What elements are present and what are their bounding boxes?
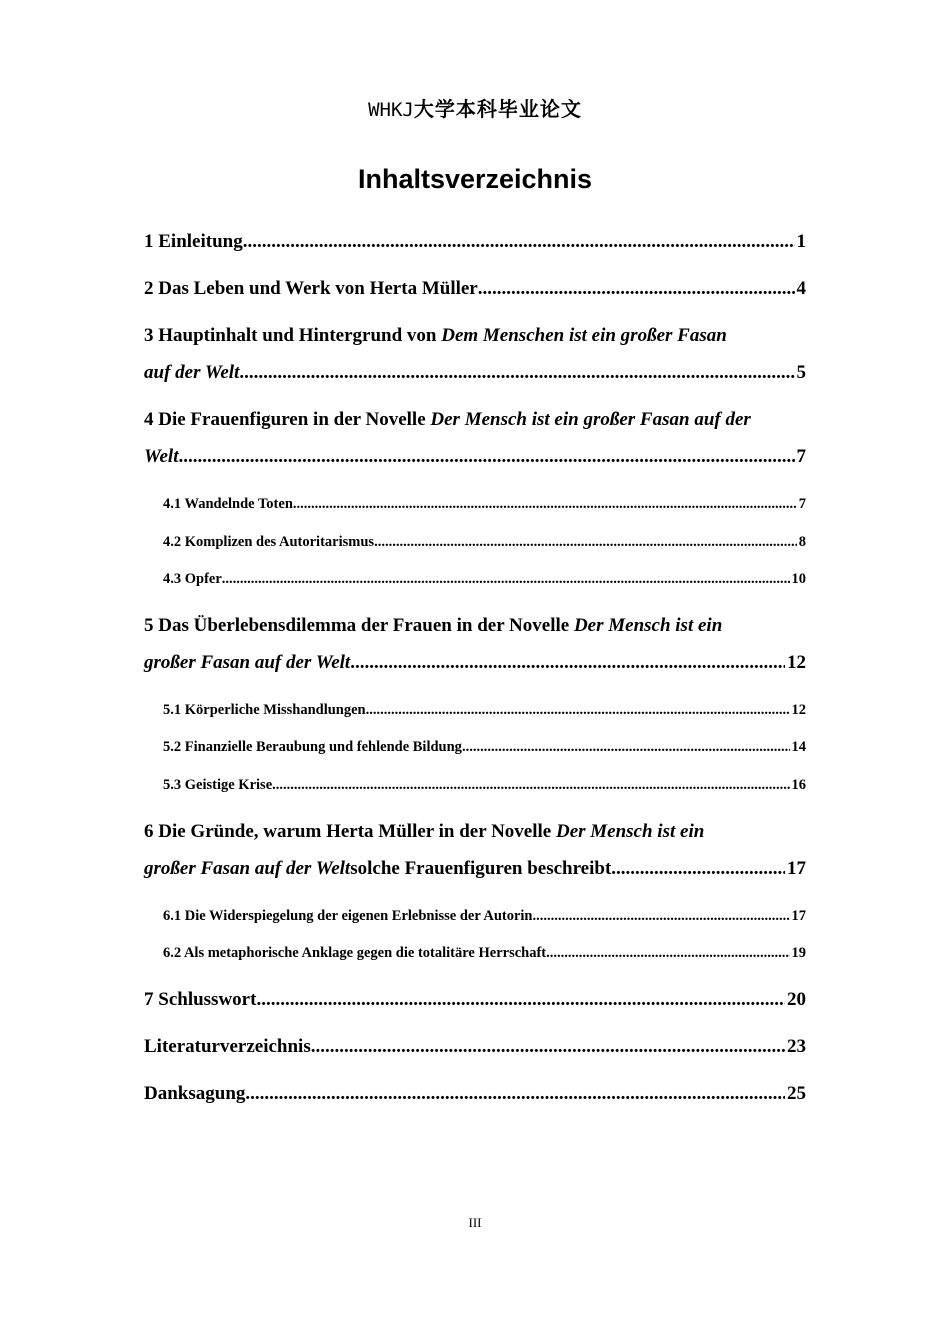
toc-entry-italic-title: großer Fasan auf der Welt (144, 652, 351, 673)
toc-entry-text: 1 Einleitung (144, 231, 243, 252)
toc-page-number: 19 (791, 945, 806, 961)
toc-entry-5-2[interactable] (163, 738, 806, 756)
toc-entry-4-1[interactable] (163, 495, 806, 513)
dot-leader (256, 988, 785, 1012)
toc-entry-danksagung[interactable] (144, 1082, 806, 1106)
toc-page-number: 7 (796, 446, 806, 467)
header-cjk: 大学本科毕业论文 (413, 97, 582, 121)
toc-entry-text: 5.1 Körperliche Misshandlungen (163, 702, 366, 718)
dot-leader (311, 1035, 785, 1059)
toc-page-number: 23 (787, 1036, 806, 1057)
page-number: III (468, 1215, 482, 1230)
toc-entry-4[interactable] (144, 408, 806, 469)
toc-page-number: 5 (796, 362, 806, 383)
toc-entry-5[interactable] (144, 614, 806, 675)
toc-entry-italic-title: Dem Menschen ist ein großer Fasan (441, 325, 727, 346)
dot-leader (293, 495, 797, 513)
toc-entry-italic-title: Welt (144, 446, 179, 467)
toc-entry-4-3[interactable] (163, 570, 806, 588)
toc-page-number: 14 (791, 739, 806, 755)
toc-entry-6[interactable] (144, 820, 806, 881)
dot-leader (245, 1082, 785, 1106)
toc-entry-literatur[interactable] (144, 1035, 806, 1059)
toc-page-number: 8 (798, 534, 806, 550)
dot-leader (478, 277, 795, 301)
toc-page-number: 12 (791, 702, 806, 718)
toc-entry-2[interactable] (144, 277, 806, 301)
dot-leader (178, 445, 794, 469)
toc-entry-italic-title: Der Mensch ist ein großer Fasan auf der (430, 409, 751, 430)
toc-entry-italic-title: großer Fasan auf der Welt (144, 858, 351, 879)
toc-entry-text: 4.1 Wandelnde Toten (163, 496, 293, 512)
toc-entry-4-2[interactable] (163, 533, 806, 551)
dot-leader (366, 701, 790, 719)
dot-leader (546, 944, 789, 962)
dot-leader (462, 738, 790, 756)
toc-page-number: 17 (787, 858, 806, 879)
toc-entry-text: 4.3 Opfer (163, 571, 222, 587)
toc-entry-text: Danksagung (144, 1083, 246, 1104)
toc-page-number: 10 (791, 571, 806, 587)
toc-entry-text: 6.2 Als metaphorische Anklage gegen die totalitäre Herrschaft (163, 945, 547, 961)
dot-leader (239, 361, 794, 385)
toc-entry-text: 4.2 Komplizen des Autoritarismus (163, 534, 375, 550)
toc-entry-text: solche Frauenfiguren beschreibt (350, 858, 612, 879)
toc-page-number: 7 (798, 496, 806, 512)
toc-entry-text: Literaturverzeichnis (144, 1036, 311, 1057)
dot-leader (611, 857, 785, 881)
toc-page-number: 16 (791, 777, 806, 793)
toc-entry-text: 3 Hauptinhalt und Hintergrund von (144, 325, 442, 346)
toc-page-number: 12 (787, 652, 806, 673)
toc-entry-text: 5.2 Finanzielle Beraubung und fehlende Bildung (163, 739, 462, 755)
toc-entry-5-1[interactable] (163, 701, 806, 719)
dot-leader (374, 533, 797, 551)
toc-entry-italic-title: Der Mensch ist ein (573, 615, 723, 636)
toc-entry-1[interactable] (144, 230, 806, 254)
toc-entry-italic-title: Der Mensch ist ein (555, 821, 705, 842)
toc-entry-text: 4 Die Frauenfiguren in der Novelle (144, 409, 431, 430)
dot-leader (350, 651, 785, 675)
toc-entry-5-3[interactable] (163, 776, 806, 794)
toc-entry-text: 5.3 Geistige Krise (163, 777, 273, 793)
toc-page-number: 25 (787, 1083, 806, 1104)
toc-entry-text: 5 Das Überlebensdilemma der Frauen in der Novelle (144, 615, 574, 636)
header-latin: WHKJ (368, 99, 414, 121)
toc-entry-text: 6 Die Gründe, warum Herta Müller in der Novelle (144, 821, 556, 842)
dot-leader (533, 907, 790, 925)
toc-entry-3[interactable] (144, 324, 806, 385)
toc-page-number: 17 (791, 908, 806, 924)
toc-entry-text: 2 Das Leben und Werk von Herta Müller (144, 278, 478, 299)
toc-entry-text: 7 Schlusswort (144, 989, 257, 1010)
toc-entry-6-2[interactable] (163, 944, 806, 962)
toc-entry-text: 6.1 Die Widerspiegelung der eigenen Erlebnisse der Autorin (163, 908, 533, 924)
toc-entry-italic-title: auf der Welt (144, 362, 240, 383)
dot-leader (243, 230, 795, 254)
toc-page-number: 20 (787, 989, 806, 1010)
toc-page-number: 1 (796, 231, 806, 252)
dot-leader (222, 570, 790, 588)
toc-page-number: 4 (796, 278, 806, 299)
toc-entry-6-1[interactable] (163, 907, 806, 925)
page-title: Inhaltsverzeichnis (357, 164, 593, 194)
dot-leader (272, 776, 789, 794)
running-header (0, 93, 950, 122)
toc-entry-7[interactable] (144, 988, 806, 1012)
